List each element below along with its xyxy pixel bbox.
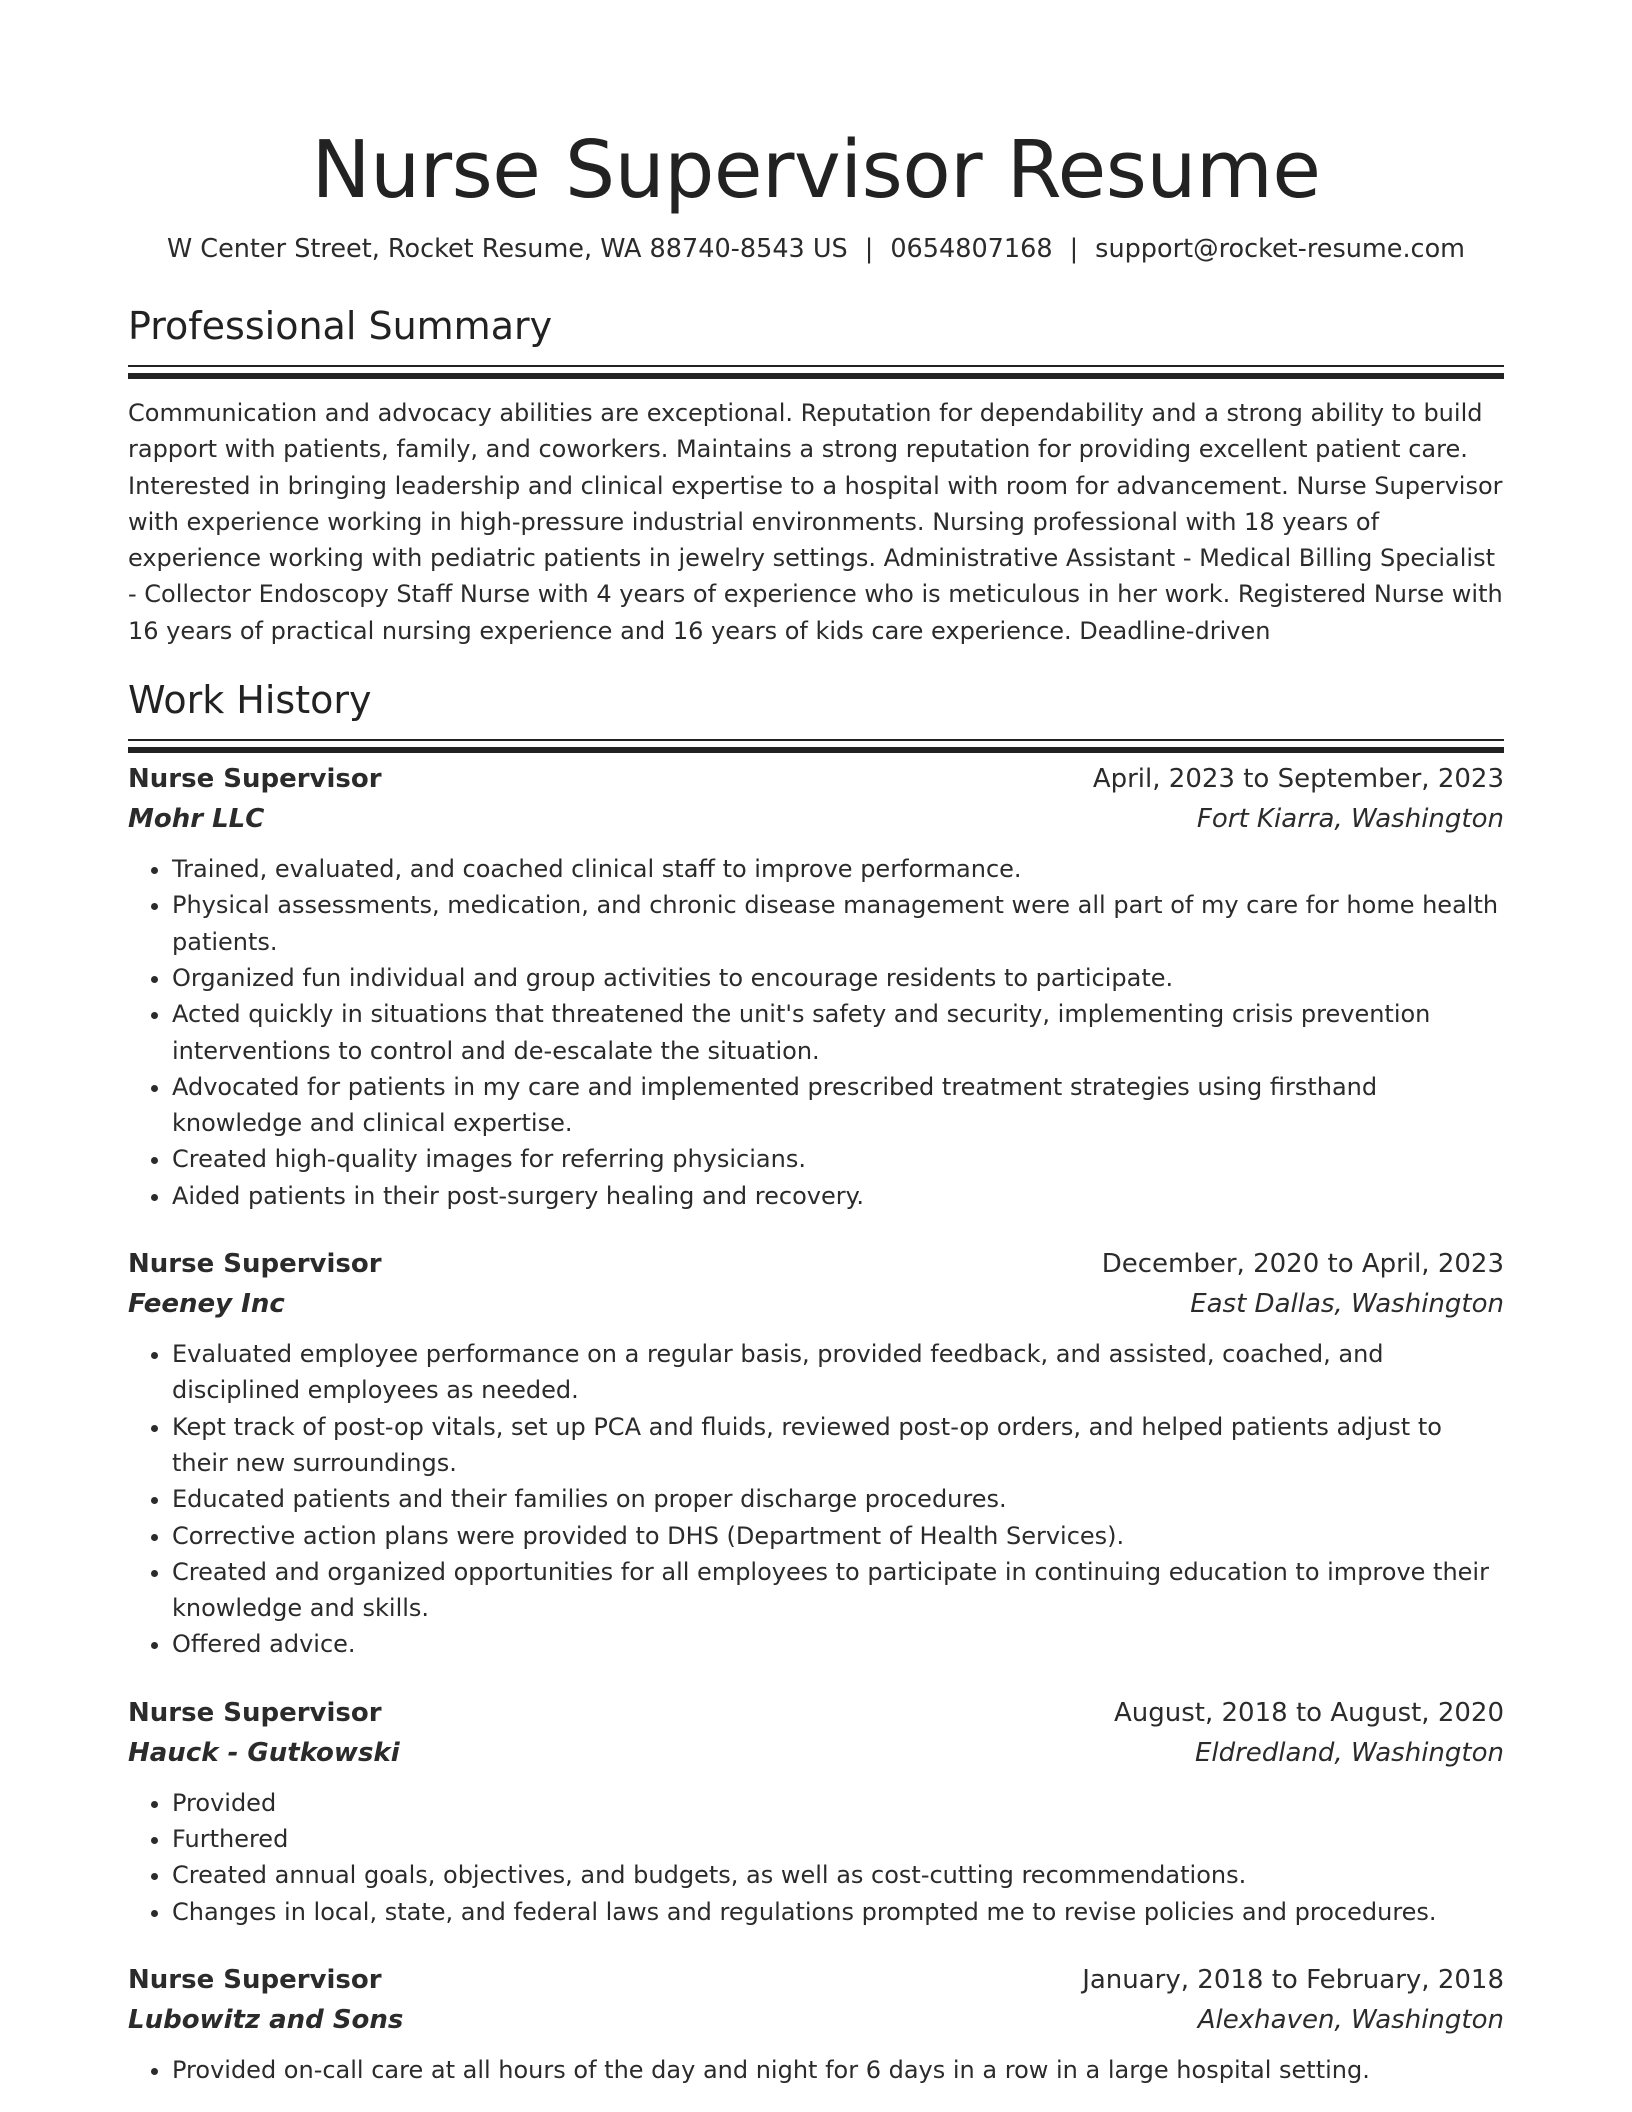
job-bullet: • Offered advice. <box>172 1626 1504 1662</box>
summary-heading: Professional Summary <box>128 304 553 348</box>
work-history-section <box>128 675 1504 2088</box>
job-location: Fort Kiarra, Washington <box>1196 804 1504 835</box>
job-bullet: • Changes in local, state, and federal laws and regulations prompted me to revise policies and procedures. <box>172 1894 1504 1930</box>
job-header-row <box>128 1693 1504 1733</box>
job-dates: August, 2018 to August, 2020 <box>1114 1697 1504 1728</box>
job-bullet: • Corrective action plans were provided to DHS (Department of Health Services). <box>172 1518 1504 1554</box>
job-location: Eldredland, Washington <box>1194 1737 1504 1768</box>
contact-line <box>128 232 1504 266</box>
contact-separator: | <box>864 234 874 264</box>
job-bullet: • Acted quickly in situations that threatened the unit's safety and security, implementing crisis prevention interventions to control and de-escalate the situation. <box>172 996 1504 1069</box>
job-company: Mohr LLC <box>128 804 265 835</box>
job-location: East Dallas, Washington <box>1190 1289 1504 1320</box>
contact-separator: | <box>1069 234 1079 264</box>
job-bullet: • Created high-quality images for referring physicians. <box>172 1141 1504 1177</box>
job-bullet-list <box>128 1785 1504 1930</box>
job-bullet: • Physical assessments, medication, and chronic disease management were all part of my care for home health patients. <box>172 887 1504 960</box>
work-history-heading: Work History <box>128 678 372 723</box>
job-company-row <box>128 799 1504 839</box>
job-entry <box>128 1960 1504 2088</box>
job-bullet-list <box>128 2052 1504 2088</box>
job-title: Nurse Supervisor <box>128 1697 382 1728</box>
job-title: Nurse Supervisor <box>128 1249 382 1280</box>
job-bullet: • Provided on-call care at all hours of the day and night for 6 days in a row in a large hospital setting. <box>172 2052 1504 2088</box>
job-title: Nurse Supervisor <box>128 764 382 795</box>
job-list <box>128 759 1504 2088</box>
job-bullet: • Created annual goals, objectives, and budgets, as well as cost-cutting recommendations. <box>172 1857 1504 1893</box>
summary-section <box>128 301 1504 649</box>
job-company-row <box>128 2000 1504 2040</box>
job-bullet: • Trained, evaluated, and coached clinical staff to improve performance. <box>172 851 1504 887</box>
job-company: Feeney Inc <box>128 1289 285 1320</box>
job-header-row <box>128 1244 1504 1284</box>
contact-email: support@rocket-resume.com <box>1095 234 1466 264</box>
job-company-row <box>128 1733 1504 1773</box>
job-bullet-list <box>128 851 1504 1214</box>
job-header-row <box>128 759 1504 799</box>
contact-address: W Center Street, Rocket Resume, WA 88740-8543 US <box>166 234 848 264</box>
page-title: Nurse Supervisor Resume <box>311 124 1321 216</box>
section-divider <box>128 365 1504 367</box>
job-bullet: • Organized fun individual and group activities to encourage residents to participate. <box>172 960 1504 996</box>
job-dates: April, 2023 to September, 2023 <box>1092 764 1504 795</box>
job-title: Nurse Supervisor <box>128 1964 382 1995</box>
contact-phone: 0654807168 <box>890 234 1053 264</box>
job-bullet: • Created and organized opportunities for all employees to participate in continuing education to improve their knowledge and skills. <box>172 1554 1504 1627</box>
job-bullet: • Kept track of post-op vitals, set up PCA and fluids, reviewed post-op orders, and helped patients adjust to their new surroundings. <box>172 1409 1504 1482</box>
job-dates: December, 2020 to April, 2023 <box>1101 1249 1504 1280</box>
job-entry <box>128 1244 1504 1663</box>
job-bullet: • Advocated for patients in my care and implemented prescribed treatment strategies using firsthand knowledge and clinical expertise. <box>172 1069 1504 1142</box>
job-dates: January, 2018 to February, 2018 <box>1082 1964 1504 1995</box>
resume-page <box>128 0 1504 2088</box>
job-header-row <box>128 1960 1504 2000</box>
job-bullet-list <box>128 1336 1504 1663</box>
job-company-row <box>128 1284 1504 1324</box>
section-divider <box>128 739 1504 741</box>
job-location: Alexhaven, Washington <box>1197 2004 1504 2035</box>
job-entry <box>128 1693 1504 1930</box>
job-entry <box>128 759 1504 1214</box>
job-bullet: • Furthered <box>172 1821 1504 1857</box>
job-bullet: • Educated patients and their families on proper discharge procedures. <box>172 1481 1504 1517</box>
job-bullet: • Provided <box>172 1785 1504 1821</box>
summary-text: Communication and advocacy abilities are exceptional. Reputation for dependability and a strong ability to build rapport with patients, family, and coworkers. Maintains a strong reputation for providing excellent patient care. Interested in bringing leadership and clinical expertise to a hospital with room for advancement. Nurse Supervisor with experience working in high-pressure industrial environments. Nursing professional with 18 years of experience working with pediatric patients in jewelry settings. Administrative Assistant - Medical Billing Specialist - Collector Endoscopy Staff Nurse with 4 years of experience who is meticulous in her work. Registered Nurse with 16 years of practical nursing experience and 16 years of kids care experience. Deadline-driven <box>128 399 1503 645</box>
job-company: Hauck - Gutkowski <box>128 1737 400 1768</box>
job-company: Lubowitz and Sons <box>128 2004 404 2035</box>
job-bullet: • Evaluated employee performance on a regular basis, provided feedback, and assisted, coached, and disciplined employees as needed. <box>172 1336 1504 1409</box>
job-bullet: • Aided patients in their post-surgery healing and recovery. <box>172 1178 1504 1214</box>
